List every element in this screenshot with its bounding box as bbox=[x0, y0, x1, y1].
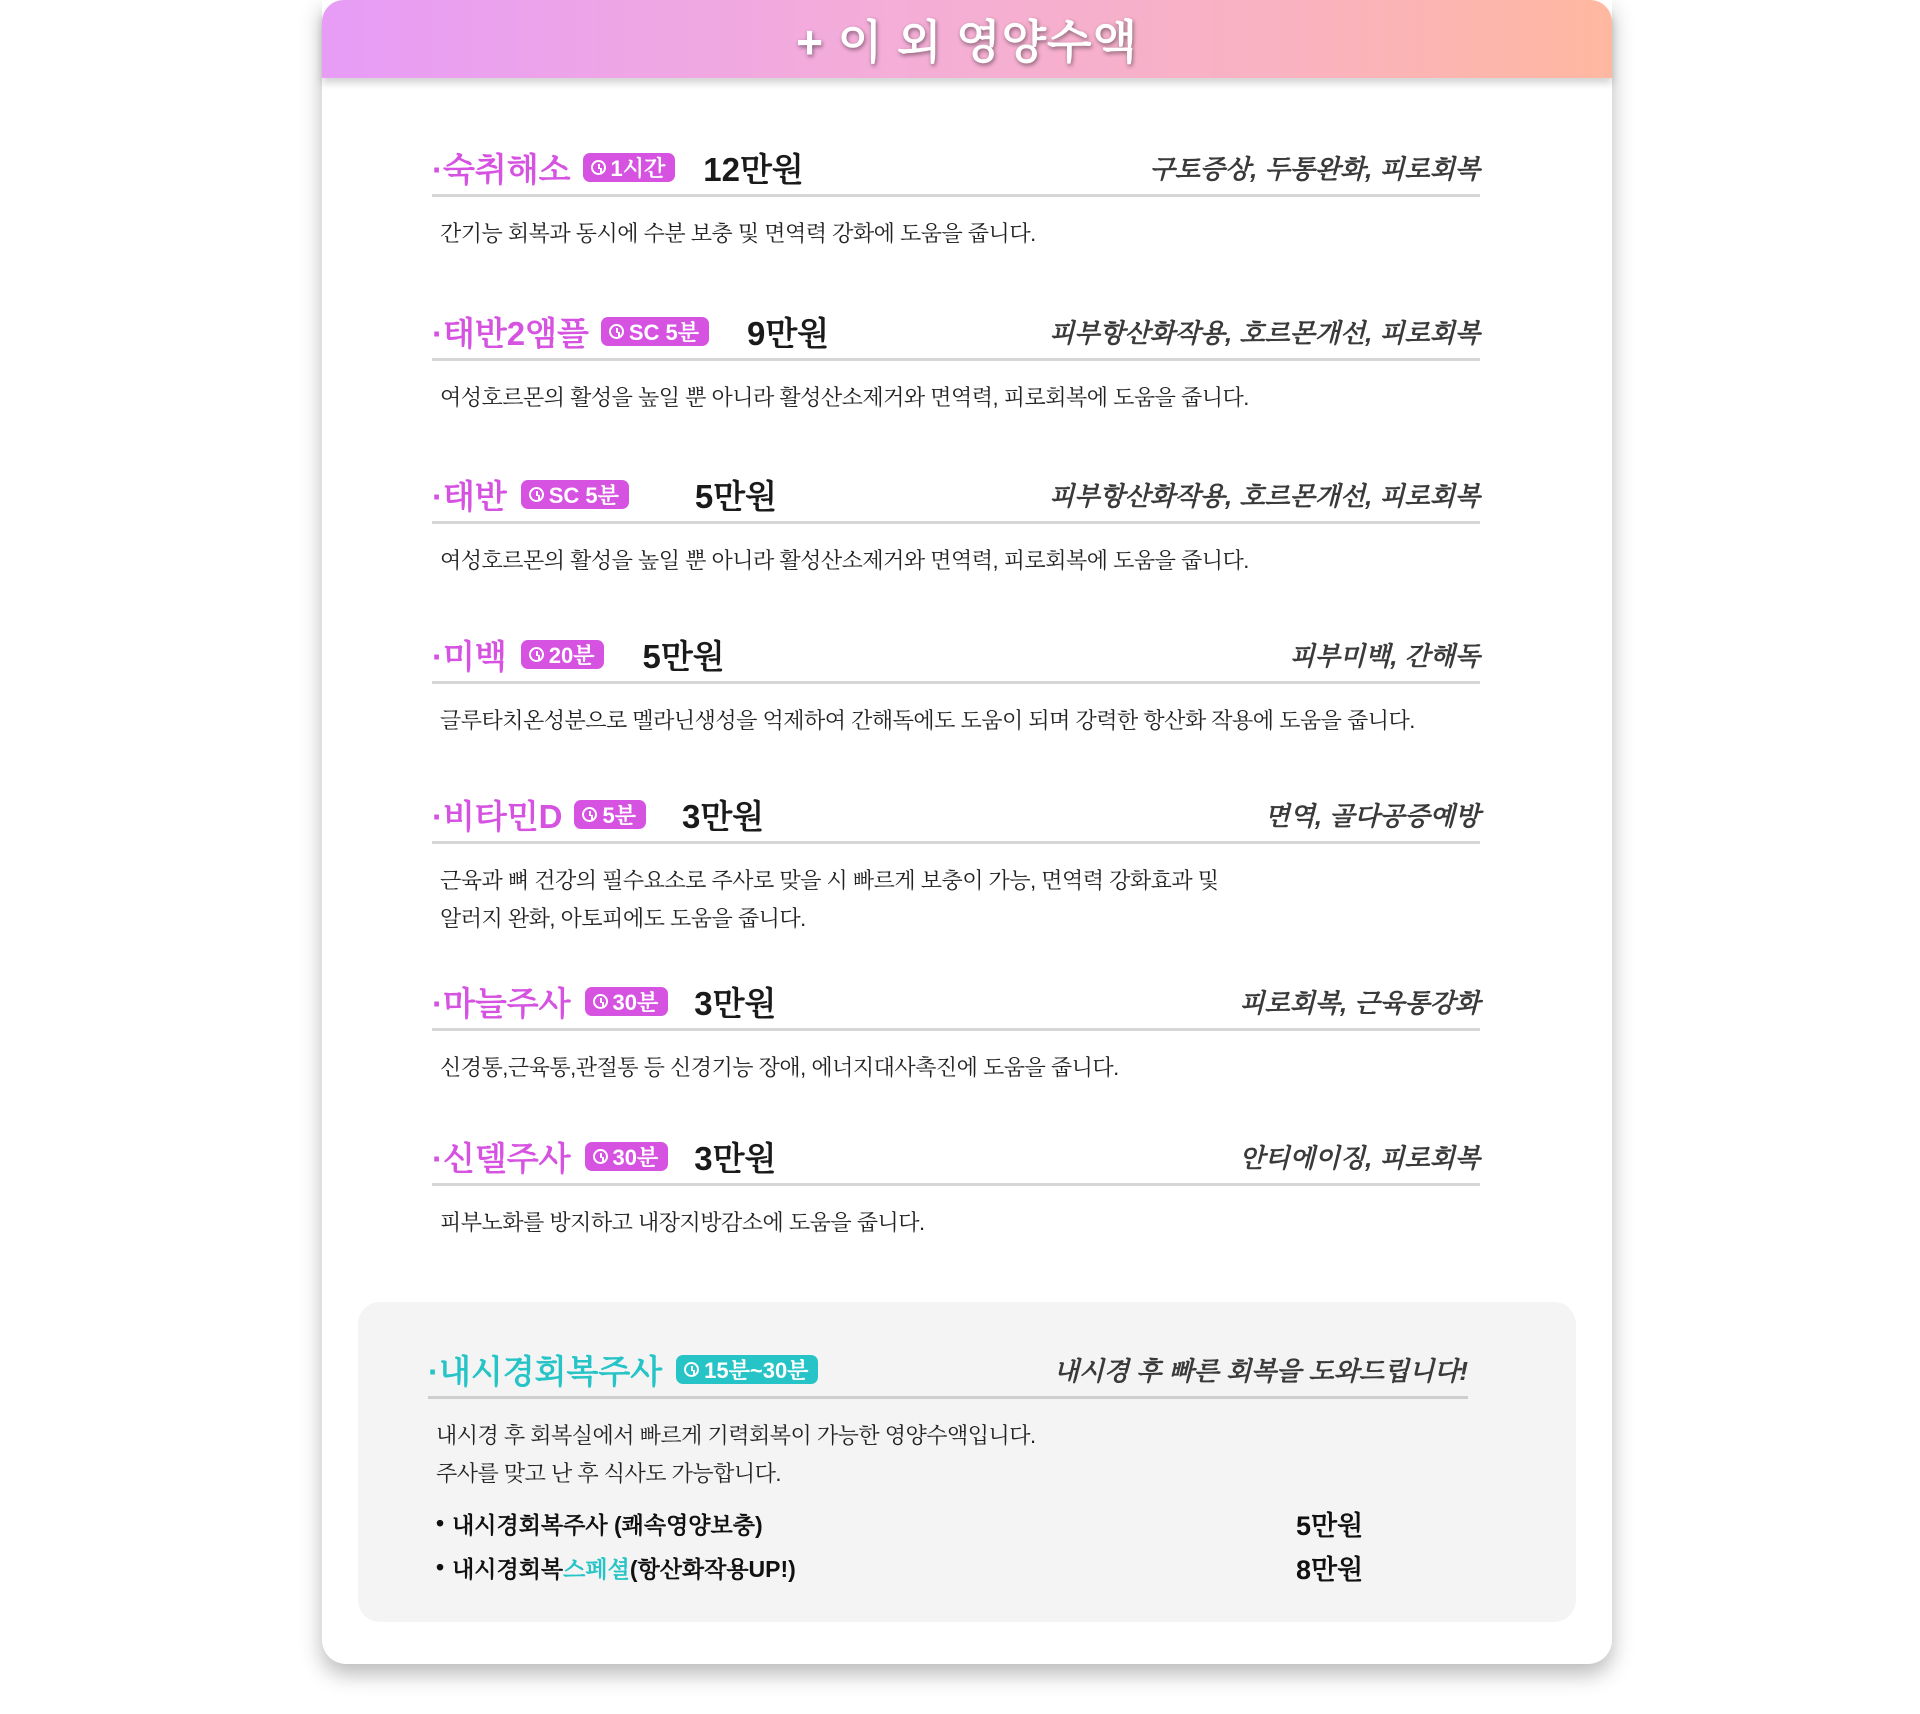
item-name: ·숙취해소 bbox=[432, 150, 571, 188]
clock-icon bbox=[593, 1149, 608, 1164]
list-item bbox=[432, 140, 1480, 253]
list-item bbox=[432, 627, 1480, 740]
special-box bbox=[358, 1302, 1576, 1622]
item-description: 신경통,근육통,관절통 등 신경기능 장애, 에너지대사촉진에 도움을 줍니다. bbox=[440, 1055, 1119, 1080]
item-header-row bbox=[428, 1342, 1468, 1399]
item-header-row bbox=[432, 627, 1480, 684]
price-value: 8만원 bbox=[1296, 1554, 1364, 1585]
item-name: ·태반 bbox=[432, 477, 507, 515]
item-effects: 피로회복, 근육통강화 bbox=[1239, 987, 1480, 1018]
item-price: 12만원 bbox=[703, 150, 804, 188]
item-name: ·신델주사 bbox=[432, 1139, 571, 1177]
item-description: 여성호르몬의 활성을 높일 뿐 아니라 활성산소제거와 면역력, 피로회복에 도움을 줍니다. bbox=[440, 385, 1249, 410]
clock-icon bbox=[529, 647, 544, 662]
duration-badge: 1시간 bbox=[583, 153, 676, 182]
item-price: 9만원 bbox=[747, 314, 830, 352]
item-description: 글루타치온성분으로 멜라닌생성을 억제하여 간해독에도 도움이 되며 강력한 항산화 작용에 도움을 줍니다. bbox=[440, 708, 1415, 733]
list-item bbox=[432, 467, 1480, 580]
item-header-row bbox=[432, 467, 1480, 524]
clock-icon bbox=[593, 994, 608, 1009]
item-header-row bbox=[432, 974, 1480, 1031]
header-banner bbox=[322, 0, 1612, 78]
duration-badge: 30분 bbox=[585, 1142, 669, 1171]
bullet: • bbox=[436, 1509, 445, 1536]
item-description: 근육과 뼈 건강의 필수요소로 주사로 맞을 시 빠르게 보충이 가능, 면역력 강화효과 및 알러지 완화, 아토피에도 도움을 줍니다. bbox=[440, 868, 1219, 931]
page-title: + 이 외 영양수액 bbox=[796, 16, 1138, 68]
special-item bbox=[428, 1342, 1468, 1589]
item-price: 3만원 bbox=[694, 984, 777, 1022]
item-effects: 면역, 골다공증예방 bbox=[1264, 800, 1480, 831]
clock-icon bbox=[591, 160, 606, 175]
list-item bbox=[432, 1129, 1480, 1242]
item-header-row bbox=[432, 140, 1480, 197]
item-name: ·내시경회복주사 bbox=[428, 1352, 663, 1390]
duration-badge: SC 5분 bbox=[521, 480, 629, 509]
duration-badge: SC 5분 bbox=[601, 317, 709, 346]
list-item bbox=[432, 787, 1480, 938]
item-effects: 피부항산화작용, 호르몬개선, 피로회복 bbox=[1049, 480, 1480, 511]
duration-badge: 20분 bbox=[521, 640, 605, 669]
item-name: ·태반2앰플 bbox=[432, 314, 589, 352]
price-label-accent: 스페셜 bbox=[563, 1555, 630, 1582]
bullet: • bbox=[436, 1553, 445, 1580]
duration-badge: 5분 bbox=[574, 800, 646, 829]
item-header-row bbox=[432, 1129, 1480, 1186]
price-value: 5만원 bbox=[1296, 1510, 1364, 1541]
price-list bbox=[428, 1493, 1468, 1589]
item-description: 간기능 회복과 동시에 수분 보충 및 면역력 강화에 도움을 줍니다. bbox=[440, 221, 1036, 246]
item-effects: 내시경 후 빠른 회복을 도와드립니다! bbox=[1053, 1355, 1468, 1386]
clock-icon bbox=[684, 1362, 699, 1377]
item-name: ·미백 bbox=[432, 637, 507, 675]
item-effects: 피부미백, 간해독 bbox=[1289, 640, 1480, 671]
item-effects: 피부항산화작용, 호르몬개선, 피로회복 bbox=[1049, 317, 1480, 348]
item-header-row bbox=[432, 304, 1480, 361]
item-effects: 구토증상, 두통완화, 피로회복 bbox=[1149, 153, 1480, 184]
item-description: 내시경 후 회복실에서 빠르게 기력회복이 가능한 영양수액입니다. 주사를 맞고 난 후 식사도 가능합니다. bbox=[436, 1423, 1036, 1486]
duration-badge: 30분 bbox=[585, 987, 669, 1016]
item-price: 3만원 bbox=[681, 797, 765, 835]
price-card bbox=[322, 0, 1612, 1664]
clock-icon bbox=[529, 487, 544, 502]
item-price: 5만원 bbox=[694, 477, 778, 515]
item-price: 3만원 bbox=[694, 1139, 777, 1177]
clock-icon bbox=[582, 807, 597, 822]
item-effects: 안티에이징, 피로회복 bbox=[1239, 1142, 1480, 1173]
price-label-suffix: (항산화작용UP!) bbox=[629, 1555, 796, 1582]
item-header-row bbox=[432, 787, 1480, 844]
duration-badge: 15분~30분 bbox=[676, 1355, 818, 1384]
price-label: 내시경회복주사 (쾌속영양보충) bbox=[452, 1511, 763, 1538]
clock-icon bbox=[609, 324, 624, 339]
item-name: ·비타민D bbox=[432, 797, 563, 835]
item-description: 여성호르몬의 활성을 높일 뿐 아니라 활성산소제거와 면역력, 피로회복에 도움을 줍니다. bbox=[440, 548, 1249, 573]
price-line bbox=[436, 1545, 1468, 1589]
list-item bbox=[432, 304, 1480, 417]
price-line bbox=[436, 1501, 1468, 1545]
item-name: ·마늘주사 bbox=[432, 984, 571, 1022]
price-label-prefix: 내시경회복 bbox=[452, 1555, 564, 1582]
item-price: 5만원 bbox=[642, 637, 725, 675]
item-description: 피부노화를 방지하고 내장지방감소에 도움을 줍니다. bbox=[440, 1210, 925, 1235]
list-item bbox=[432, 974, 1480, 1087]
